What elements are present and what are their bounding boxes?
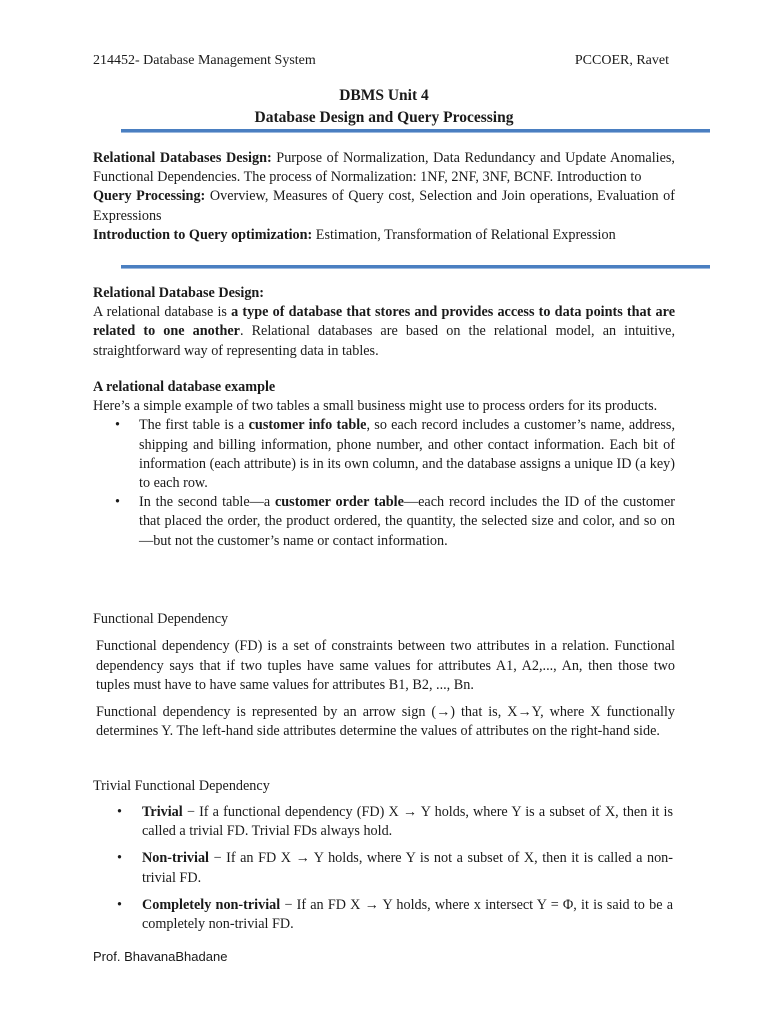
section-relational-example <box>93 378 675 551</box>
section-heading-functional-dependency: Functional Dependency <box>93 611 229 627</box>
section-functional-dependency <box>96 637 675 742</box>
text-run: The first table is a <box>139 417 249 434</box>
fd-type-text: − If a functional dependency (FD) X → Y holds, where Y is a subset of X, then it is called a trivial FD. Trivial FDs always hold. <box>142 804 673 840</box>
list-item <box>93 849 673 887</box>
list-item <box>93 803 673 841</box>
text-run: . Relational databases are based on the relational model, an intuitive, straightforward way of representing data in tables. <box>93 323 676 359</box>
syllabus-rdd <box>93 149 675 187</box>
syllabus-block <box>93 149 675 245</box>
text-run: A relational database is <box>93 304 232 321</box>
section-trivial-fd <box>93 803 673 942</box>
section-relational-database-design <box>93 284 675 361</box>
section-heading: Relational Database Design: <box>93 285 265 301</box>
paragraph: Functional dependency is represented by an arrow sign (→) that is, X→Y, where X functionally determines Y. The left-hand side attributes determine the values of attributes on the right-hand side. <box>96 703 675 739</box>
syllabus-qo-text: Estimation, Transformation of Relational Expression <box>312 226 616 243</box>
bullet-icon: • <box>117 896 122 913</box>
title-unit: DBMS Unit 4 <box>339 87 429 104</box>
bullet-list <box>93 416 675 550</box>
paragraph: Functional dependency (FD) is a set of constraints between two attributes in a relation. Functional dependency says that if two tuples have same values for attributes A1, A2,..., An, then those two tuples must have to have same values for attributes B1, B2, ..., Bn. <box>96 638 675 693</box>
syllabus-qp <box>93 187 675 225</box>
fd-type-label: Completely non-trivial <box>142 896 281 913</box>
bold-text-run: customer info table <box>248 417 367 434</box>
bullet-icon: • <box>115 417 120 434</box>
fd-type-text: − If an FD X → Y holds, where x intersect Y = Φ, it is said to be a completely non-trivial FD. <box>142 896 673 933</box>
institute-name: PCCOER, Ravet <box>574 53 669 68</box>
page-footer-author: Prof. BhavanaBhadane <box>93 949 228 964</box>
syllabus-qo <box>93 226 675 245</box>
text-run: , so each record includes a customer’s name, address, shipping and billing information, phone number, and other contact information. Each bit of information (each attribute) is in its own column, and the database assigns a unique ID (a key) to each row. <box>139 417 675 492</box>
fd-type-label: Non-trivial <box>142 850 209 867</box>
paragraph <box>93 303 675 361</box>
paragraph: Here’s a simple example of two tables a small business might use to process orders for its products. <box>93 398 658 415</box>
title-topic: Database Design and Query Processing <box>254 109 514 126</box>
syllabus-rdd-label: Relational Databases Design: <box>93 150 272 166</box>
bold-text-run: a type of database that stores and provides access to data points that are related to one another <box>93 304 675 340</box>
bullet-icon: • <box>115 494 120 511</box>
page-header <box>93 51 675 70</box>
text-run: In the second table—a <box>139 494 275 511</box>
syllabus-rdd-text: Purpose of Normalization, Data Redundancy and Update Anomalies, Functional Dependencies. The process of Normalization: 1NF, 2NF, 3NF, BCNF. Introduction to <box>93 150 675 186</box>
document-page <box>93 0 675 1024</box>
section-heading-trivial-fd: Trivial Functional Dependency <box>93 778 270 794</box>
list-item <box>93 896 673 934</box>
list-item <box>93 416 675 493</box>
text-run: —each record includes the ID of the customer that placed the order, the product ordered, the quantity, the selected size and color, and so on—but not the customer’s name or contact information. <box>139 494 675 549</box>
bullet-icon: • <box>117 804 122 820</box>
fd-type-text: − If an FD X → Y holds, where Y is not a subset of X, then it is called a non-trivial FD. <box>142 850 673 886</box>
syllabus-qp-text: Overview, Measures of Query cost, Selection and Join operations, Evaluation of Expressions <box>93 188 675 224</box>
fd-type-label: Trivial <box>142 804 183 820</box>
document-title <box>93 85 675 129</box>
syllabus-qp-label: Query Processing: <box>93 188 206 205</box>
section-heading: A relational database example <box>93 379 276 395</box>
syllabus-qo-label: Introduction to Query optimization: <box>93 226 313 243</box>
list-item <box>93 493 675 551</box>
course-code: 214452- Database Management System <box>93 53 316 68</box>
bullet-icon: • <box>117 850 122 867</box>
bold-text-run: customer order table <box>274 494 404 511</box>
fd-type-list <box>93 803 673 934</box>
